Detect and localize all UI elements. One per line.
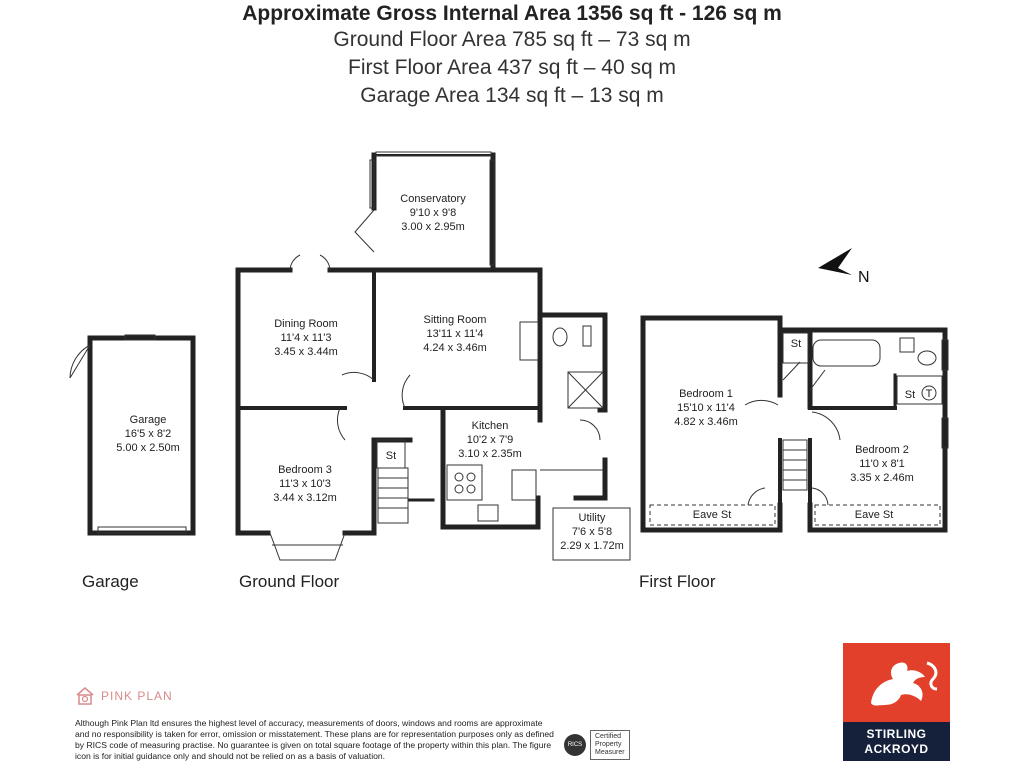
utility-name: Utility: [578, 512, 606, 524]
sitting-name: Sitting Room: [423, 314, 487, 326]
sitting-metric: 4.24 x 3.46m: [423, 342, 487, 354]
store-label-landing: St: [790, 338, 802, 350]
bedroom2-imperial: 11'0 x 8'1: [859, 458, 905, 470]
first-floor-label: First Floor: [639, 572, 716, 591]
rics-line1: Certified: [595, 733, 622, 740]
dining-imperial: 11'4 x 11'3: [280, 332, 332, 344]
eave-store-label-1: Eave St: [692, 509, 732, 521]
disclaimer-text: Although Pink Plan ltd ensures the highest level of accuracy, measurements of doors, windows and rooms are approximate and no responsibility is taken for error, omission or misstatement. These plans are for representation purposes only as defined by RICS code of measuring practise. No guarantee is given on total square footage of the property within this plan. The figure icon is for initial guidance only and should not be relied on as a basis of valuation.: [75, 718, 554, 761]
bedroom3-imperial: 11'3 x 10'3: [279, 478, 331, 490]
bedroom1-metric: 4.82 x 3.46m: [674, 416, 738, 428]
north-arrow-icon: [818, 248, 852, 275]
rics-certification: [590, 730, 630, 760]
first-stairs: [783, 440, 807, 490]
bedroom3-name: Bedroom 3: [278, 464, 332, 476]
bedroom2-metric: 3.35 x 2.46m: [850, 472, 914, 484]
ground-floor-label: Ground Floor: [239, 572, 340, 591]
first-floor-area: First Floor Area 437 sq ft – 40 sq m: [348, 56, 676, 79]
kitchen-metric: 3.10 x 2.35m: [458, 448, 522, 460]
tank-label: T: [925, 388, 933, 400]
gross-area-title: Approximate Gross Internal Area 1356 sq ft - 126 sq m: [242, 2, 782, 25]
utility-imperial: 7'6 x 5'8: [571, 526, 613, 538]
garage-metric: 5.00 x 2.50m: [116, 442, 180, 454]
dining-metric: 3.45 x 3.44m: [274, 346, 338, 358]
store-label-ground: St: [385, 450, 397, 462]
garage-floor-label: Garage: [82, 572, 139, 591]
north-label: N: [858, 269, 870, 286]
pink-plan-text: PINK PLAN: [101, 689, 173, 703]
conservatory-name: Conservatory: [400, 193, 466, 205]
agency-name-line2: ACKROYD: [864, 742, 929, 756]
dining-name: Dining Room: [274, 318, 338, 330]
kitchen-name: Kitchen: [471, 420, 509, 432]
utility-metric: 2.29 x 1.72m: [560, 540, 624, 552]
bedroom1-name: Bedroom 1: [679, 388, 733, 400]
ground-floor-area: Ground Floor Area 785 sq ft – 73 sq m: [333, 28, 691, 51]
house-icon: [75, 686, 95, 706]
rics-line2: Property: [595, 741, 622, 748]
garage-area: Garage Area 134 sq ft – 13 sq m: [360, 84, 664, 107]
rics-badge: [564, 730, 630, 760]
bedroom1-imperial: 15'10 x 11'4: [677, 402, 735, 414]
eave-store-label-2: Eave St: [854, 509, 894, 521]
pink-plan-logo: [75, 686, 173, 706]
garage-name: Garage: [129, 414, 167, 426]
garage-imperial: 16'5 x 8'2: [124, 428, 172, 440]
bedroom2-name: Bedroom 2: [855, 444, 909, 456]
bedroom3-metric: 3.44 x 3.12m: [273, 492, 337, 504]
conservatory-imperial: 9'10 x 9'8: [409, 207, 457, 219]
agency-name-line1: STIRLING: [866, 727, 927, 741]
conservatory-metric: 3.00 x 2.95m: [401, 221, 465, 233]
kitchen-imperial: 10'2 x 7'9: [466, 434, 514, 446]
store-label-bathroom: St: [904, 389, 916, 401]
rics-logo-icon: RICS: [564, 734, 586, 756]
rics-line3: Measurer: [595, 749, 625, 756]
sitting-imperial: 13'11 x 11'4: [426, 328, 484, 340]
ground-stairs: [378, 468, 408, 523]
griffin-icon: [843, 643, 950, 722]
stirling-ackroyd-logo: [843, 643, 950, 761]
